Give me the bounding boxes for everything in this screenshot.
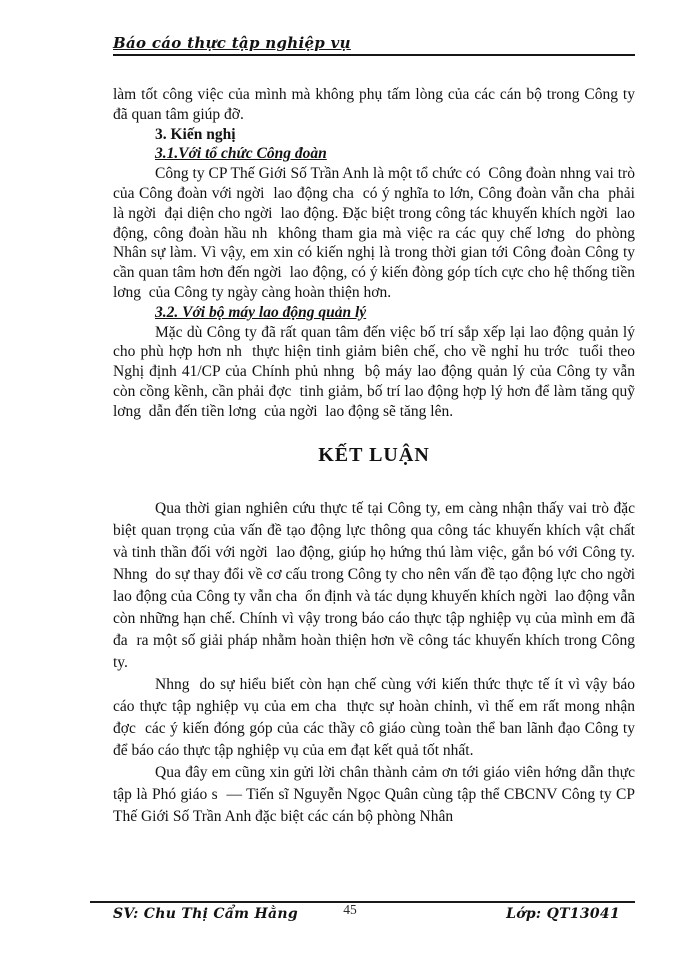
footer-page-number: 45 (343, 902, 357, 917)
heading-kien-nghi: 3. Kiến nghị (155, 125, 236, 143)
section-ket-luan (113, 442, 643, 828)
ket-luan-paragraph-3: Qua đây em cũng xin gửi lời chân thành cảm ơn tới giáo viên hớng dẫn thực tập là Phó giáo s — Tiến sĩ Nguyễn Ngọc Quân cùng tập thể CBCNV Công ty CP Thế Giới Số Trần Anh đặc biệt các cán bộ phòng Nhân (113, 763, 639, 825)
section-kien-nghi (113, 85, 639, 422)
footer-student-name: SV: Chu Thị Cẩm Hằng (113, 906, 298, 922)
intro-paragraph: làm tốt công việc của mình mà không phụ tấm lòng của các cán bộ trong Công ty đã quan tâm giúp đỡ. (113, 86, 639, 123)
footer-class-label: Lớp: QT13041 (506, 906, 620, 922)
document-body (113, 85, 643, 828)
heading-3-1: 3.1.Với tổ chức Công đoàn (155, 145, 327, 163)
heading-3-2: 3.2. Với bộ máy lao động quản lý (155, 303, 367, 321)
paragraph-3-2: Mặc dù Công ty đã rất quan tâm đến việc bố trí sắp xếp lại lao động quản lý cho phù hợp hơn nh thực hiện tinh giảm biên chế, cho về nghỉ hu trớc tuổi theo Nghị định 41/CP của Chính phủ nhng bộ máy lao động quản lý của Công ty vẫn còn cồng kềnh, cần phải đợc tinh giảm, bố trí lao động hợp lý hơn để làm tăng quỹ lơng dẫn đến tiền lơng của ngời lao động sẽ tăng lên. (113, 323, 639, 420)
heading-ket-luan: KẾT LUẬN (318, 443, 430, 466)
ket-luan-paragraph-2: Nhng do sự hiểu biết còn hạn chế cùng với kiến thức thực tế ít vì vậy báo cáo thực tập nghiệp vụ của em cha thực sự hoàn chỉnh, vì thế em rất mong nhận đợc các ý kiến đóng góp của các thầy cô giáo cùng toàn thể ban lãnh đạo Công ty để báo cáo thực tập nghiệp vụ của em đạt kết quả tốt nhất. (113, 675, 639, 759)
paragraph-3-1: Công ty CP Thế Giới Số Trần Anh là một tổ chức có Công đoàn nhng vai trò của Công đoàn với ngời lao động cha có ý nghĩa to lớn, Công đoàn vẫn cha phải là ngời đại diện cho ngời lao động. Đặc biệt trong công tác khuyến khích ngời lao động, công đoàn hầu nh không tham gia mà việc ra các quy chế lơng do phòng Nhân sự làm. Vì vậy, em xin có kiến nghị là trong thời gian tới Công đoàn Công ty cần quan tâm hơn đến ngời lao động, có ý kiến đòng góp tích cực cho hệ thống tiền lơng của Công ty ngày càng hoàn thiện hơn. (113, 165, 639, 301)
header-report-title: Báo cáo thực tập nghiệp vụ (113, 34, 351, 52)
ket-luan-paragraph-1: Qua thời gian nghiên cứu thực tế tại Công ty, em càng nhận thấy vai trò đặc biệt quan trọng của vấn đề tạo động lực thông qua công tác khuyến khích vật chất và tinh thần đối với ngời lao động, giúp họ hứng thú làm việc, gắn bó với Công ty. Nhng do sự thay đổi về cơ cấu trong Công ty cho nên vấn đề tạo động lực cho ngời lao động của Công ty vẫn cha ổn định và tác dụng khuyến khích ngời lao động vẫn còn những hạn chế. Chính vì vậy trong báo cáo thực tập nghiệp vụ của mình em đã đa ra một số giải pháp nhằm hoàn thiện hơn về công tác khuyến khích trong Công ty. (113, 499, 643, 671)
page-header (113, 34, 635, 56)
